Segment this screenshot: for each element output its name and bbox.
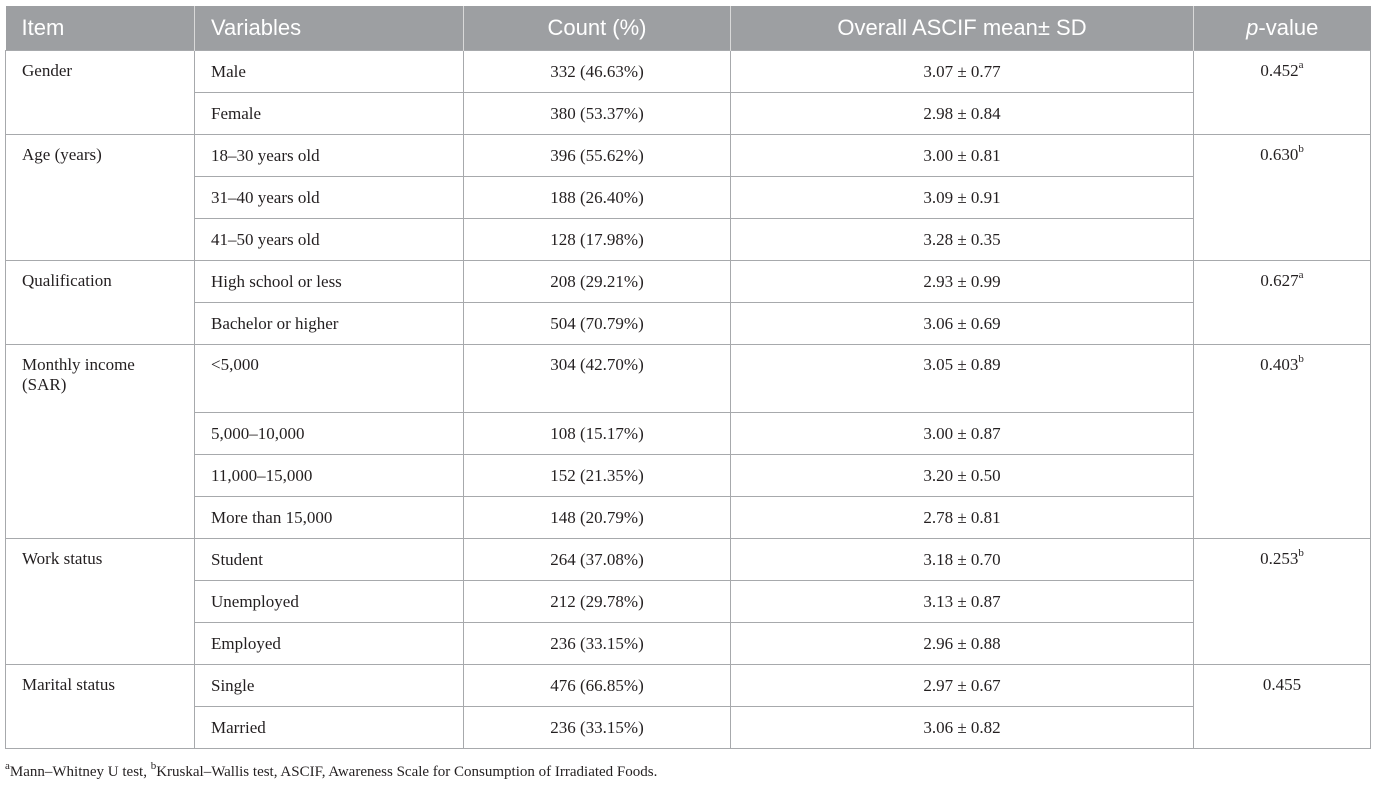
count-cell: 208 (29.21%)	[464, 261, 731, 303]
p-value-cell	[1194, 345, 1371, 539]
count-cell: 304 (42.70%)	[464, 345, 731, 413]
p-value-cell	[1194, 261, 1371, 345]
table-row	[6, 219, 1371, 261]
count-cell: 212 (29.78%)	[464, 581, 731, 623]
table-row	[6, 177, 1371, 219]
variable-cell: Bachelor or higher	[195, 303, 464, 345]
header-p-rest: -value	[1258, 15, 1319, 40]
ascif-mean-cell: 3.05 ± 0.89	[731, 345, 1194, 413]
footnote-b-mark: b	[150, 760, 157, 772]
footnote-a-mark: a	[5, 760, 10, 772]
p-value-superscript: b	[1298, 353, 1304, 366]
table-row	[6, 303, 1371, 345]
p-value-text: 0.630	[1260, 145, 1299, 164]
table-row	[6, 261, 1371, 303]
ascif-mean-cell: 2.98 ± 0.84	[731, 93, 1194, 135]
footnote-b-text: Kruskal–Wallis test, ASCIF, Awareness Scale for Consumption of Irradiated Foods.	[156, 764, 658, 780]
item-cell: Monthly income (SAR)	[6, 345, 195, 539]
table-row	[6, 93, 1371, 135]
ascif-mean-cell: 2.78 ± 0.81	[731, 497, 1194, 539]
item-cell: Qualification	[6, 261, 195, 345]
item-cell: Work status	[6, 539, 195, 665]
p-value-text: 0.455	[1262, 675, 1302, 694]
p-value-text: 0.452	[1260, 61, 1299, 80]
p-value-superscript: b	[1298, 143, 1304, 156]
count-cell: 264 (37.08%)	[464, 539, 731, 581]
table-row	[6, 665, 1371, 707]
table-row	[6, 707, 1371, 749]
footnote-a-text: Mann–Whitney U test,	[9, 764, 151, 780]
table-body	[6, 51, 1371, 749]
header-count: Count (%)	[464, 6, 731, 51]
table-row	[6, 581, 1371, 623]
count-cell: 152 (21.35%)	[464, 455, 731, 497]
p-value-text: 0.403	[1260, 355, 1299, 374]
table-row	[6, 623, 1371, 665]
p-value-superscript: b	[1298, 547, 1304, 560]
p-value-text: 0.253	[1260, 549, 1299, 568]
results-table	[5, 6, 1371, 749]
p-value-superscript: a	[1298, 59, 1304, 72]
variable-cell: Female	[195, 93, 464, 135]
p-value-superscript: a	[1298, 269, 1304, 282]
variable-cell: 18–30 years old	[195, 135, 464, 177]
p-value-text: 0.627	[1260, 271, 1299, 290]
ascif-mean-cell: 3.18 ± 0.70	[731, 539, 1194, 581]
variable-cell: Student	[195, 539, 464, 581]
header-p-value	[1194, 6, 1371, 51]
variable-cell: Married	[195, 707, 464, 749]
variable-cell: Employed	[195, 623, 464, 665]
ascif-mean-cell: 2.93 ± 0.99	[731, 261, 1194, 303]
ascif-mean-cell: 3.00 ± 0.81	[731, 135, 1194, 177]
table-row	[6, 135, 1371, 177]
variable-cell: 11,000–15,000	[195, 455, 464, 497]
count-cell: 188 (26.40%)	[464, 177, 731, 219]
ascif-mean-cell: 3.07 ± 0.77	[731, 51, 1194, 93]
ascif-mean-cell: 3.06 ± 0.82	[731, 707, 1194, 749]
ascif-mean-cell: 3.00 ± 0.87	[731, 413, 1194, 455]
count-cell: 332 (46.63%)	[464, 51, 731, 93]
table-row	[6, 51, 1371, 93]
footnote	[5, 760, 658, 781]
p-value-cell	[1194, 665, 1371, 749]
p-value-cell	[1194, 539, 1371, 665]
table-row	[6, 539, 1371, 581]
count-cell: 380 (53.37%)	[464, 93, 731, 135]
variable-cell: 5,000–10,000	[195, 413, 464, 455]
p-value-cell	[1194, 51, 1371, 135]
variable-cell: <5,000	[195, 345, 464, 413]
header-item: Item	[6, 6, 195, 51]
ascif-mean-cell: 3.09 ± 0.91	[731, 177, 1194, 219]
variable-cell: Unemployed	[195, 581, 464, 623]
ascif-mean-cell: 2.97 ± 0.67	[731, 665, 1194, 707]
table-row	[6, 497, 1371, 539]
variable-cell: 31–40 years old	[195, 177, 464, 219]
item-cell: Gender	[6, 51, 195, 135]
table-row	[6, 345, 1371, 413]
item-cell: Age (years)	[6, 135, 195, 261]
count-cell: 148 (20.79%)	[464, 497, 731, 539]
count-cell: 396 (55.62%)	[464, 135, 731, 177]
p-value-cell	[1194, 135, 1371, 261]
ascif-mean-cell: 3.20 ± 0.50	[731, 455, 1194, 497]
ascif-mean-cell: 3.28 ± 0.35	[731, 219, 1194, 261]
header-p-italic: p	[1246, 15, 1259, 40]
count-cell: 504 (70.79%)	[464, 303, 731, 345]
header-row	[6, 6, 1371, 51]
ascif-mean-cell: 3.06 ± 0.69	[731, 303, 1194, 345]
variable-cell: Male	[195, 51, 464, 93]
ascif-mean-cell: 2.96 ± 0.88	[731, 623, 1194, 665]
count-cell: 108 (15.17%)	[464, 413, 731, 455]
item-cell: Marital status	[6, 665, 195, 749]
variable-cell: Single	[195, 665, 464, 707]
header-ascif: Overall ASCIF mean± SD	[731, 6, 1194, 51]
count-cell: 236 (33.15%)	[464, 707, 731, 749]
table-row	[6, 413, 1371, 455]
variable-cell: More than 15,000	[195, 497, 464, 539]
header-variables: Variables	[195, 6, 464, 51]
variable-cell: High school or less	[195, 261, 464, 303]
table-row	[6, 455, 1371, 497]
count-cell: 476 (66.85%)	[464, 665, 731, 707]
variable-cell: 41–50 years old	[195, 219, 464, 261]
count-cell: 128 (17.98%)	[464, 219, 731, 261]
count-cell: 236 (33.15%)	[464, 623, 731, 665]
ascif-mean-cell: 3.13 ± 0.87	[731, 581, 1194, 623]
